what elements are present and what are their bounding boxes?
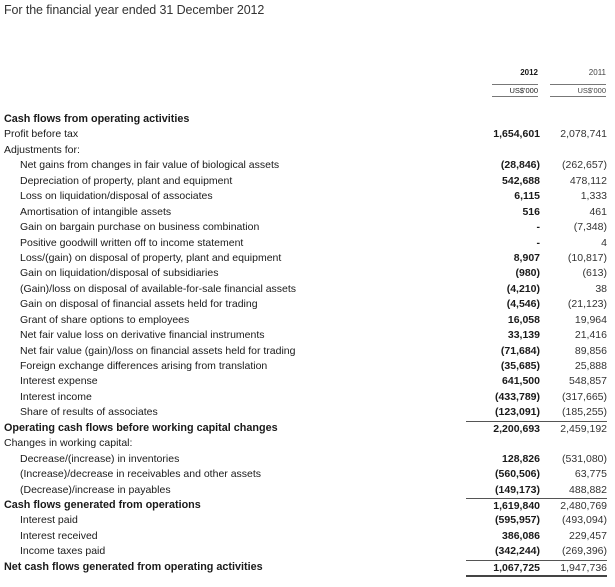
cash-flow-table bbox=[0, 112, 615, 575]
statement-row bbox=[0, 313, 615, 328]
value-2011: 2,480,769 bbox=[540, 498, 607, 513]
row-label: Interest income bbox=[20, 390, 92, 403]
row-label: Net fair value (gain)/loss on financial assets held for trading bbox=[20, 344, 296, 357]
row-label: Net fair value loss on derivative financial instruments bbox=[20, 329, 265, 342]
row-label: Adjustments for: bbox=[4, 143, 80, 156]
value-2011: 63,775 bbox=[574, 468, 607, 481]
value-2011: (493,094) bbox=[562, 514, 607, 527]
value-2012: 1,067,725 bbox=[466, 560, 540, 577]
row-label: Income taxes paid bbox=[20, 545, 106, 558]
value-2011: (185,255) bbox=[562, 406, 607, 419]
column-unit-2011: US$'000 bbox=[550, 84, 606, 97]
value-2011: 21,416 bbox=[574, 329, 607, 342]
row-label: Loss on liquidation/disposal of associates bbox=[20, 190, 213, 203]
statement-row bbox=[0, 158, 615, 173]
value-2011: (10,817) bbox=[567, 251, 607, 264]
statement-row bbox=[0, 189, 615, 204]
value-2011: 1,333 bbox=[580, 190, 607, 203]
statement-row bbox=[0, 498, 615, 513]
value-2011: 25,888 bbox=[574, 360, 607, 372]
statement-row bbox=[0, 344, 615, 359]
statement-row bbox=[0, 529, 615, 544]
column-header-2011: 2011 bbox=[588, 68, 606, 77]
value-2011: (262,657) bbox=[562, 159, 607, 172]
statement-row bbox=[0, 236, 615, 251]
value-2012: 16,058 bbox=[507, 313, 540, 326]
value-2012: (560,506) bbox=[495, 468, 540, 481]
value-2011: 19,964 bbox=[574, 313, 607, 326]
row-label: (Gain)/loss on disposal of available-for-sale financial assets bbox=[20, 282, 297, 295]
row-label: (Decrease)/increase in payables bbox=[20, 483, 171, 496]
value-2012: 641,500 bbox=[502, 375, 540, 388]
row-label: Interest paid bbox=[20, 514, 78, 527]
value-2012: - bbox=[536, 221, 540, 234]
value-2011: 488,882 bbox=[569, 483, 607, 496]
row-label: Cash flows generated from operations bbox=[4, 498, 201, 511]
statement-row bbox=[0, 513, 615, 528]
value-2012: 6,115 bbox=[514, 190, 540, 203]
value-2011: (21,123) bbox=[567, 298, 607, 311]
statement-row bbox=[0, 467, 615, 482]
value-2012: (342,244) bbox=[495, 545, 540, 558]
statement-row bbox=[0, 143, 615, 158]
row-label: Gain on disposal of financial assets held for trading bbox=[20, 298, 258, 311]
value-2012: 8,907 bbox=[513, 251, 540, 264]
statement-row bbox=[0, 359, 615, 374]
row-label: Profit before tax bbox=[4, 128, 79, 141]
statement-row bbox=[0, 436, 615, 451]
row-label: Grant of share options to employees bbox=[20, 313, 190, 326]
value-2011: 2,459,192 bbox=[540, 421, 607, 436]
value-2012: 33,139 bbox=[507, 329, 540, 342]
row-label: Changes in working capital: bbox=[4, 437, 133, 450]
value-2012: (4,546) bbox=[506, 298, 540, 311]
row-label: Decrease/(increase) in inventories bbox=[20, 452, 180, 465]
value-2011: 2,078,741 bbox=[560, 128, 607, 141]
row-label: Operating cash flows before working capital changes bbox=[4, 421, 278, 434]
column-header-2012: 2012 bbox=[520, 68, 538, 77]
value-2012: 1,654,601 bbox=[493, 128, 540, 141]
statement-row bbox=[0, 483, 615, 498]
value-2012: (980) bbox=[515, 267, 540, 280]
value-2011: (317,665) bbox=[562, 390, 607, 403]
statement-row bbox=[0, 452, 615, 467]
row-label: Amortisation of intangible assets bbox=[20, 205, 172, 218]
row-label: Net cash flows generated from operating activities bbox=[4, 560, 263, 573]
value-2012: (595,957) bbox=[495, 514, 540, 527]
statement-row bbox=[0, 251, 615, 266]
value-2011: 38 bbox=[595, 282, 607, 295]
value-2012: (433,789) bbox=[495, 390, 540, 403]
value-2011: (7,348) bbox=[573, 221, 607, 234]
value-2012: (28,846) bbox=[500, 159, 540, 172]
row-label: Depreciation of property, plant and equipment bbox=[20, 174, 233, 187]
statement-row bbox=[0, 220, 615, 235]
column-unit-2012: US$'000 bbox=[492, 84, 538, 97]
value-2012: (149,173) bbox=[495, 483, 540, 496]
value-2012: (71,684) bbox=[500, 344, 540, 357]
value-2012: 386,086 bbox=[502, 529, 540, 542]
value-2011: 4 bbox=[601, 236, 607, 249]
statement-row bbox=[0, 405, 615, 420]
statement-row bbox=[0, 544, 615, 559]
value-2011: 461 bbox=[589, 205, 607, 218]
row-label: Foreign exchange differences arising from translation bbox=[20, 360, 268, 372]
value-2011: (269,396) bbox=[562, 545, 607, 558]
statement-row bbox=[0, 390, 615, 405]
value-2012: (4,210) bbox=[506, 282, 540, 295]
statement-row bbox=[0, 127, 615, 142]
statement-row bbox=[0, 297, 615, 312]
value-2012: 2,200,693 bbox=[466, 421, 540, 436]
statement-row bbox=[0, 266, 615, 281]
value-2011: 89,856 bbox=[574, 344, 607, 357]
value-2012: (35,685) bbox=[500, 360, 540, 372]
statement-row bbox=[0, 328, 615, 343]
value-2011: 548,857 bbox=[569, 375, 607, 388]
value-2011: 229,457 bbox=[569, 529, 607, 542]
value-2011: (613) bbox=[582, 267, 607, 280]
value-2012: 542,688 bbox=[502, 174, 540, 187]
value-2012: 1,619,840 bbox=[466, 498, 540, 513]
value-2012: (123,091) bbox=[495, 406, 540, 419]
value-2012: 128,826 bbox=[502, 452, 540, 465]
row-label: Positive goodwill written off to income statement bbox=[20, 236, 244, 249]
period-caption: For the financial year ended 31 December 2012 bbox=[4, 3, 265, 17]
row-label: Gain on bargain purchase on business combination bbox=[20, 221, 260, 234]
value-2012: - bbox=[536, 236, 540, 249]
row-label: Cash flows from operating activities bbox=[4, 113, 190, 125]
statement-row bbox=[0, 560, 615, 575]
row-label: Share of results of associates bbox=[20, 406, 158, 419]
statement-row bbox=[0, 174, 615, 189]
statement-row bbox=[0, 205, 615, 220]
row-label: Interest received bbox=[20, 529, 98, 542]
row-label: Interest expense bbox=[20, 375, 98, 388]
row-label: (Increase)/decrease in receivables and other assets bbox=[20, 468, 262, 481]
value-2011: (531,080) bbox=[562, 452, 607, 465]
statement-row bbox=[0, 374, 615, 389]
value-2012: 516 bbox=[522, 205, 540, 218]
row-label: Loss/(gain) on disposal of property, plant and equipment bbox=[20, 251, 282, 264]
row-label: Gain on liquidation/disposal of subsidiaries bbox=[20, 267, 219, 280]
value-2011: 1,947,736 bbox=[540, 560, 607, 577]
statement-row bbox=[0, 421, 615, 436]
row-label: Net gains from changes in fair value of biological assets bbox=[20, 159, 280, 172]
value-2011: 478,112 bbox=[569, 174, 607, 187]
statement-row bbox=[0, 112, 615, 127]
statement-row bbox=[0, 282, 615, 297]
